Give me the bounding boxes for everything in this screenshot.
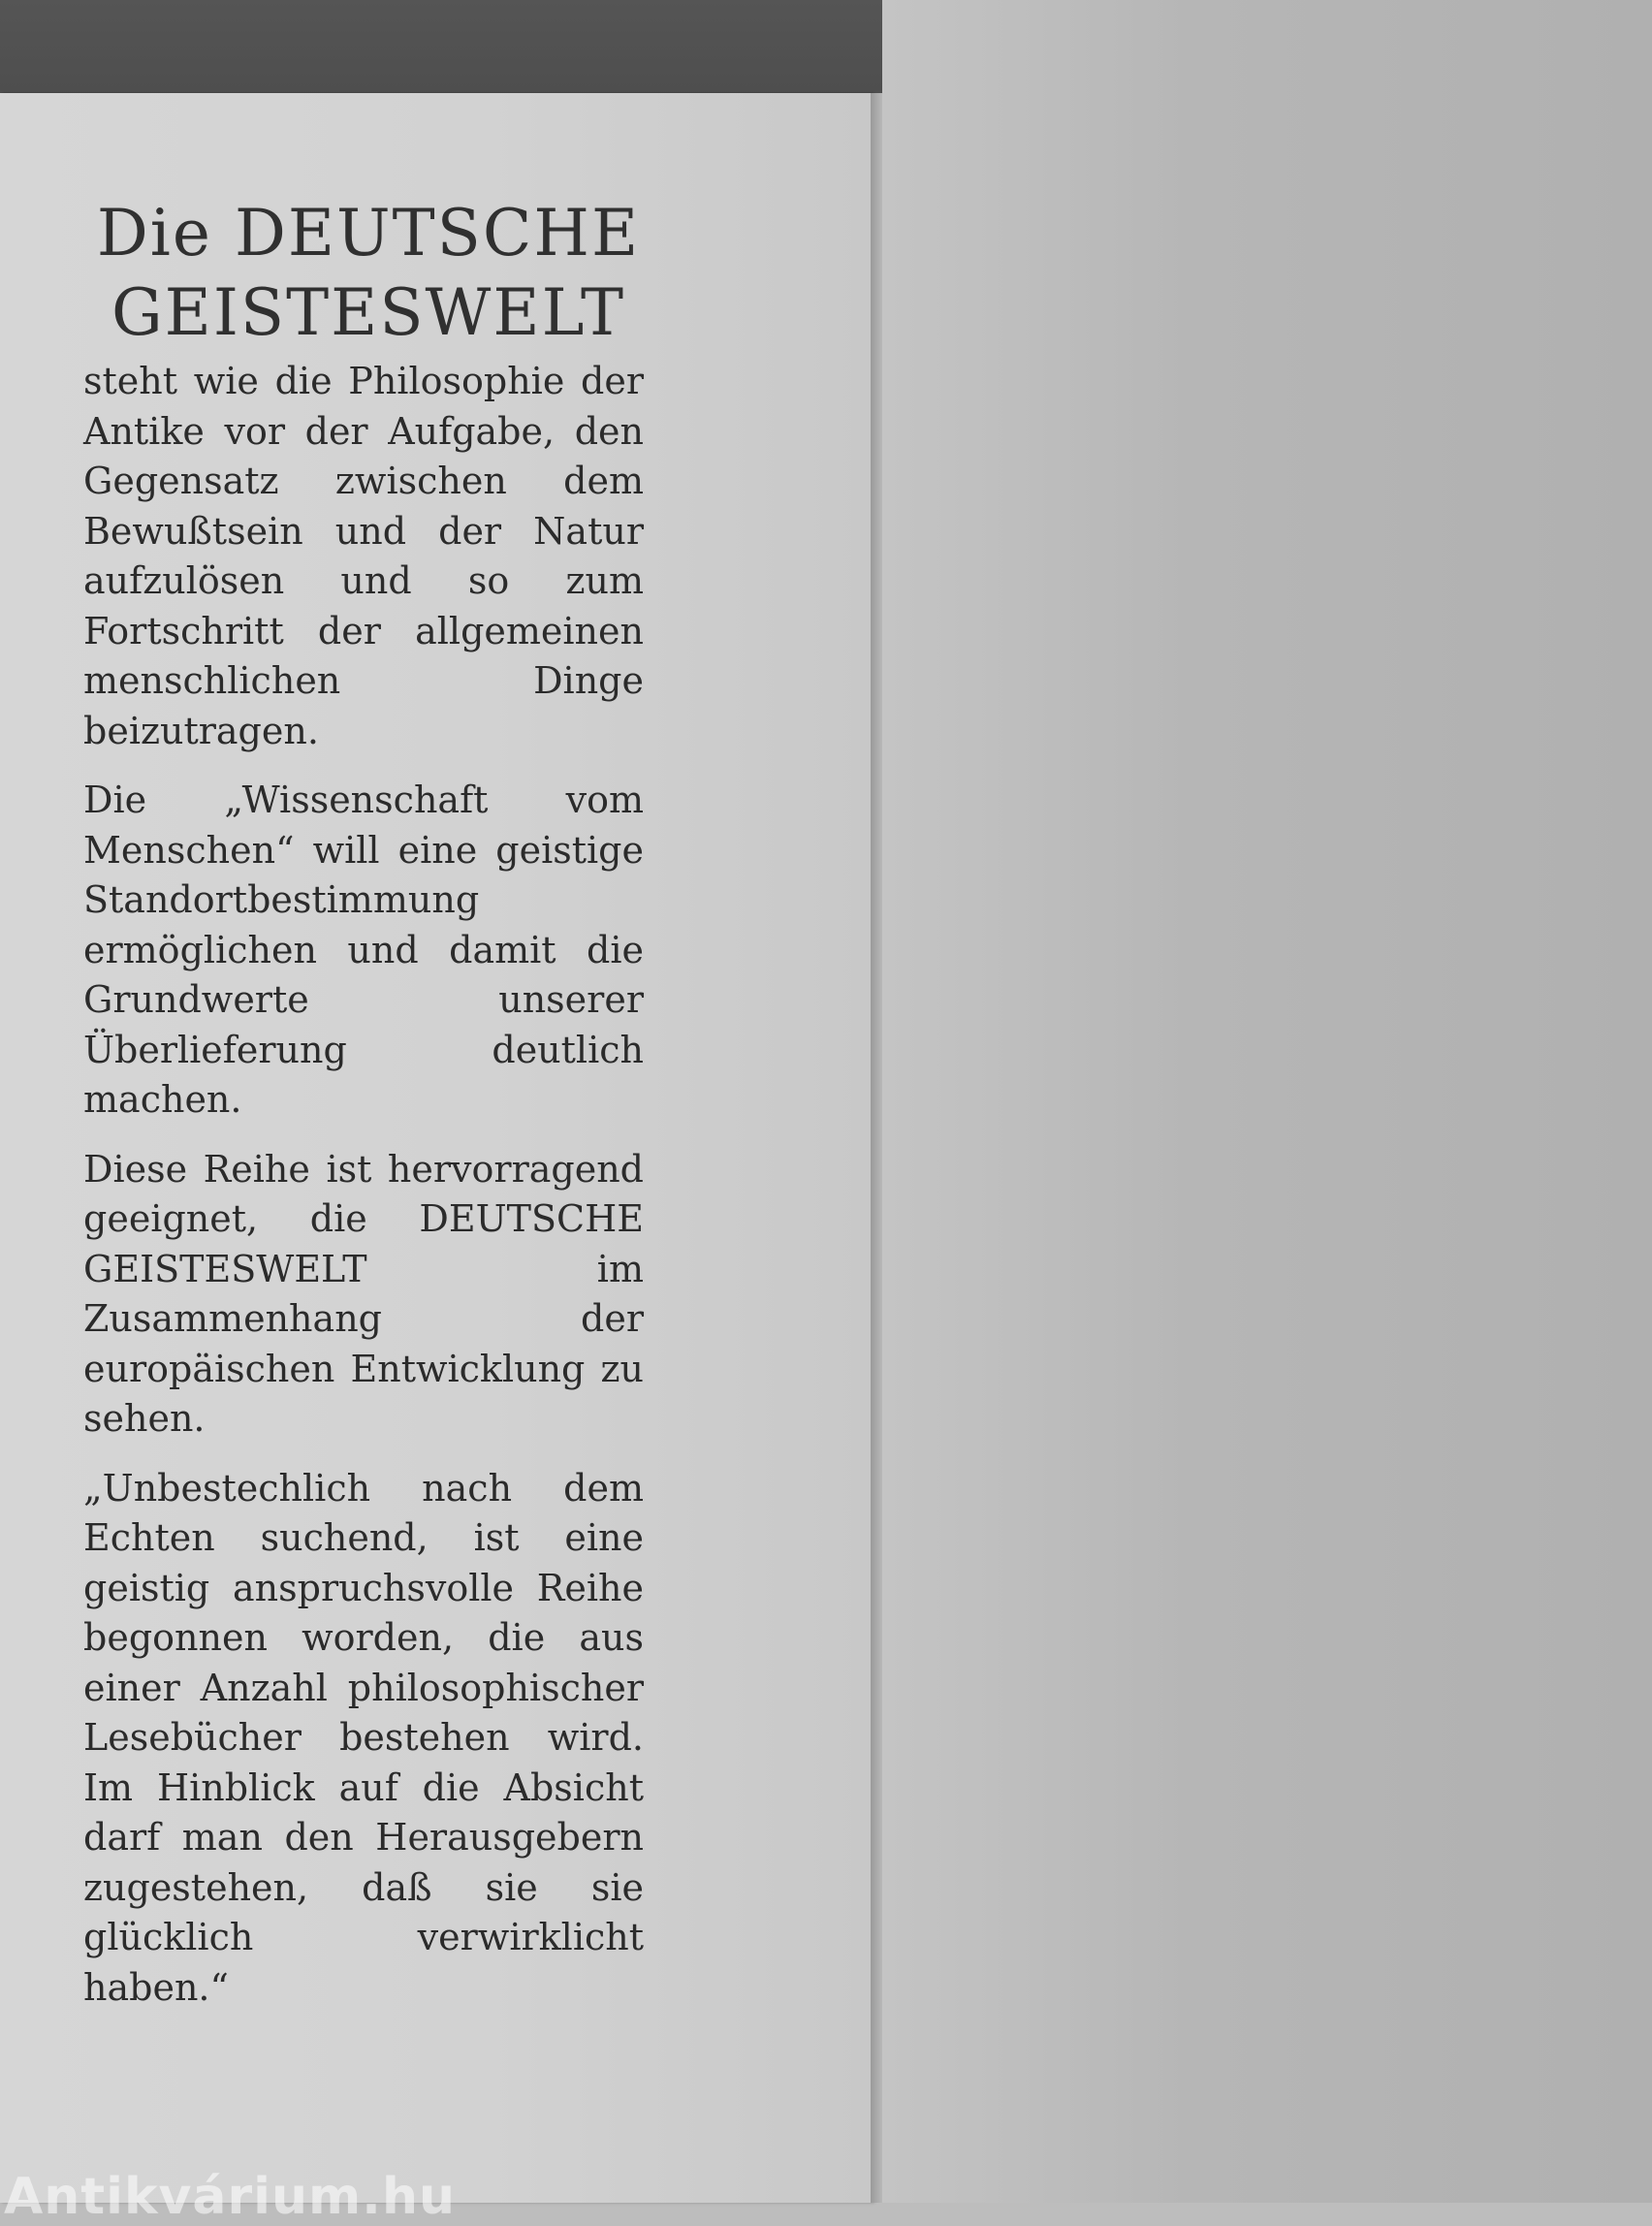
heading-line-1: Die DEUTSCHE bbox=[96, 196, 641, 270]
book-cover-background bbox=[882, 0, 1652, 2203]
heading-line-2: GEISTESWELT bbox=[111, 275, 626, 350]
watermark-logo: Antikvárium.hu bbox=[4, 2168, 456, 2226]
paragraph-quote: „Unbestechlich nach dem Echten suchend, ist eine geistig anspruchsvolle Reihe begonnen worden, die aus einer Anzahl philosophischer Lesebücher bestehen wird. Im Hinblick auf die Absicht darf man den Herausgebern zugestehen, daß sie sie glücklich verwirklicht haben.“ bbox=[83, 1466, 644, 2009]
paragraph-reihe: Diese Reihe ist hervorragend geeignet, die DEUTSCHE GEISTESWELT im Zusammenhang der europäischen Entwicklung zu sehen. bbox=[83, 1147, 644, 1440]
flap-heading bbox=[58, 194, 679, 353]
dark-top-band bbox=[0, 0, 882, 93]
paragraph-wissenschaft: Die „Wissenschaft vom Menschen“ will eine geistige Standortbestimmung ermöglichen und damit die Grundwerte unserer Überlieferung deutlich machen. bbox=[83, 779, 644, 1121]
paragraph-intro: steht wie die Philosophie der Antike vor der Aufgabe, den Gegensatz zwischen dem Bewußtsein und der Natur aufzulösen und so zum Fortschritt der allgemeinen menschlichen Dinge beizutragen. bbox=[83, 360, 644, 752]
flap-fold-edge bbox=[871, 93, 882, 2203]
flap-body-text bbox=[83, 357, 644, 2032]
